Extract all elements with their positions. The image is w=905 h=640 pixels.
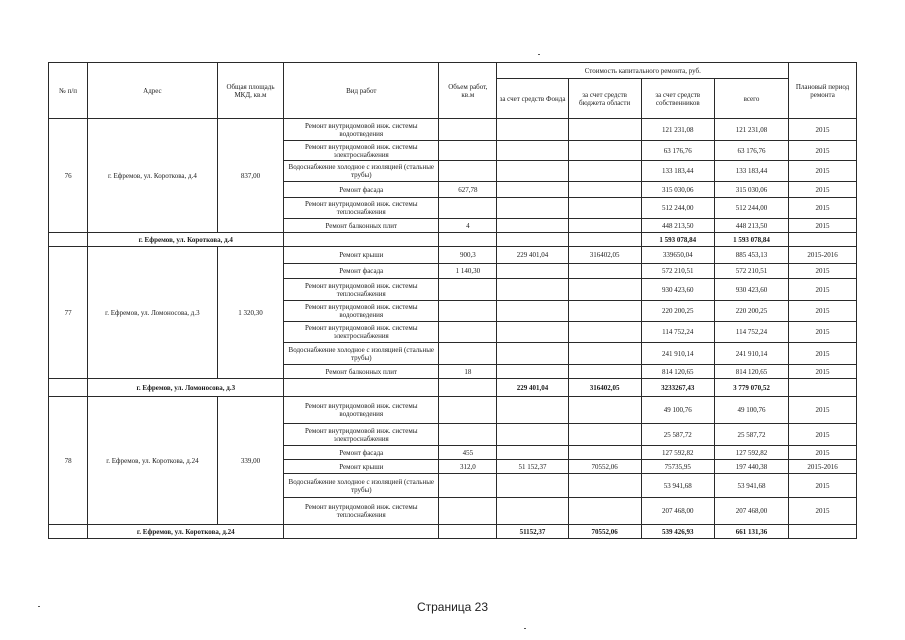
total-cell: 63 176,76 <box>714 141 788 161</box>
volume-cell <box>439 161 497 182</box>
subtotal-row <box>49 525 857 539</box>
subtotal-blank <box>284 379 439 397</box>
work-type-cell: Ремонт крыши <box>284 247 439 264</box>
fund-cell <box>497 446 568 460</box>
subtotal-fund: 51152,37 <box>497 525 568 539</box>
total-cell: 114 752,24 <box>714 322 788 343</box>
volume-cell <box>439 322 497 343</box>
subtotal-blank <box>49 233 88 247</box>
fund-cell <box>497 198 568 219</box>
work-type-cell: Ремонт фасада <box>284 182 439 198</box>
subtotal-blank <box>284 525 439 539</box>
owners-cell: 127 592,82 <box>641 446 714 460</box>
work-type-cell: Ремонт внутридомовой инж. системы водоотведения <box>284 397 439 424</box>
fund-cell <box>497 301 568 322</box>
scan-speck <box>524 628 526 629</box>
fund-cell <box>497 343 568 365</box>
owners-cell: 339650,04 <box>641 247 714 264</box>
work-type-cell: Ремонт внутридомовой инж. системы электроснабжения <box>284 322 439 343</box>
fund-cell <box>497 264 568 279</box>
subtotal-owners: 3233267,43 <box>641 379 714 397</box>
subtotal-region: 316402,05 <box>568 379 641 397</box>
header-fund: за счет средств Фонда <box>497 79 568 119</box>
subtotal-blank <box>789 525 857 539</box>
total-cell: 197 440,38 <box>714 460 788 474</box>
repair-schedule-table <box>48 62 857 539</box>
page-number: Страница 23 <box>416 600 489 614</box>
region-cell <box>568 322 641 343</box>
subtotal-region: 70552,06 <box>568 525 641 539</box>
total-cell: 127 592,82 <box>714 446 788 460</box>
region-cell <box>568 498 641 525</box>
subtotal-blank <box>284 233 439 247</box>
volume-cell <box>439 301 497 322</box>
header-area: Общая площадь МКД, кв.м <box>217 63 284 119</box>
row-number: 76 <box>49 119 88 233</box>
header-volume: Объем работ, кв.м <box>439 63 497 119</box>
fund-cell <box>497 279 568 301</box>
subtotal-blank <box>439 233 497 247</box>
period-cell: 2015 <box>789 446 857 460</box>
scan-speck <box>38 606 40 607</box>
period-cell: 2015 <box>789 301 857 322</box>
owners-cell: 448 213,50 <box>641 219 714 233</box>
fund-cell <box>497 141 568 161</box>
total-cell: 220 200,25 <box>714 301 788 322</box>
subtotal-blank <box>49 379 88 397</box>
total-cell: 53 941,68 <box>714 474 788 498</box>
period-cell: 2015 <box>789 322 857 343</box>
subtotal-address: г. Ефремов, ул. Короткова, д.24 <box>88 525 284 539</box>
scan-speck <box>538 54 540 55</box>
volume-cell: 900,3 <box>439 247 497 264</box>
total-cell: 207 468,00 <box>714 498 788 525</box>
total-cell: 930 423,60 <box>714 279 788 301</box>
total-cell: 448 213,50 <box>714 219 788 233</box>
work-type-cell: Ремонт крыши <box>284 460 439 474</box>
fund-cell <box>497 119 568 141</box>
volume-cell: 455 <box>439 446 497 460</box>
owners-cell: 114 752,24 <box>641 322 714 343</box>
row-area: 837,00 <box>217 119 284 233</box>
region-cell <box>568 279 641 301</box>
header-owners: за счет средств собственников <box>641 79 714 119</box>
work-type-cell: Водоснабжение холодное с изоляцией (стальные трубы) <box>284 161 439 182</box>
work-type-cell: Ремонт внутридомовой инж. системы теплоснабжения <box>284 198 439 219</box>
volume-cell: 18 <box>439 365 497 379</box>
volume-cell <box>439 279 497 301</box>
header-period: Плановый период ремонта <box>789 63 857 119</box>
subtotal-address: г. Ефремов, ул. Ломоносова, д.3 <box>88 379 284 397</box>
region-cell <box>568 343 641 365</box>
total-cell: 49 100,76 <box>714 397 788 424</box>
period-cell: 2015 <box>789 424 857 446</box>
volume-cell <box>439 397 497 424</box>
subtotal-total: 661 131,36 <box>714 525 788 539</box>
row-number: 77 <box>49 247 88 379</box>
region-cell: 316402,05 <box>568 247 641 264</box>
subtotal-blank <box>439 379 497 397</box>
owners-cell: 75735,95 <box>641 460 714 474</box>
region-cell <box>568 264 641 279</box>
fund-cell: 229 401,04 <box>497 247 568 264</box>
owners-cell: 512 244,00 <box>641 198 714 219</box>
subtotal-row <box>49 233 857 247</box>
work-type-cell: Ремонт балконных плит <box>284 219 439 233</box>
volume-cell <box>439 343 497 365</box>
header-total: всего <box>714 79 788 119</box>
subtotal-fund <box>497 233 568 247</box>
total-cell: 25 587,72 <box>714 424 788 446</box>
total-cell: 885 453,13 <box>714 247 788 264</box>
work-type-cell: Водоснабжение холодное с изоляцией (стальные трубы) <box>284 474 439 498</box>
volume-cell: 312,0 <box>439 460 497 474</box>
total-cell: 814 120,65 <box>714 365 788 379</box>
fund-cell <box>497 397 568 424</box>
owners-cell: 315 030,06 <box>641 182 714 198</box>
subtotal-blank <box>439 525 497 539</box>
owners-cell: 220 200,25 <box>641 301 714 322</box>
period-cell: 2015 <box>789 119 857 141</box>
owners-cell: 241 910,14 <box>641 343 714 365</box>
owners-cell: 133 183,44 <box>641 161 714 182</box>
subtotal-blank <box>789 233 857 247</box>
subtotal-fund: 229 401,04 <box>497 379 568 397</box>
table-body <box>49 119 857 539</box>
fund-cell <box>497 219 568 233</box>
volume-cell <box>439 119 497 141</box>
volume-cell <box>439 198 497 219</box>
total-cell: 512 244,00 <box>714 198 788 219</box>
period-cell: 2015 <box>789 198 857 219</box>
owners-cell: 49 100,76 <box>641 397 714 424</box>
header-num: № п/п <box>49 63 88 119</box>
region-cell <box>568 397 641 424</box>
period-cell: 2015 <box>789 141 857 161</box>
work-type-cell: Ремонт внутридомовой инж. системы электроснабжения <box>284 424 439 446</box>
work-type-cell: Ремонт внутридомовой инж. системы электроснабжения <box>284 141 439 161</box>
row-address: г. Ефремов, ул. Короткова, д.24 <box>88 397 217 525</box>
total-cell: 572 210,51 <box>714 264 788 279</box>
region-cell <box>568 119 641 141</box>
row-address: г. Ефремов, ул. Короткова, д.4 <box>88 119 217 233</box>
total-cell: 133 183,44 <box>714 161 788 182</box>
owners-cell: 930 423,60 <box>641 279 714 301</box>
row-area: 1 320,30 <box>217 247 284 379</box>
header-work-type: Вид работ <box>284 63 439 119</box>
owners-cell: 814 120,65 <box>641 365 714 379</box>
volume-cell <box>439 498 497 525</box>
subtotal-total: 3 779 070,52 <box>714 379 788 397</box>
period-cell: 2015 <box>789 474 857 498</box>
region-cell <box>568 424 641 446</box>
period-cell: 2015-2016 <box>789 247 857 264</box>
table-row <box>49 247 857 264</box>
fund-cell <box>497 424 568 446</box>
period-cell: 2015-2016 <box>789 460 857 474</box>
period-cell: 2015 <box>789 343 857 365</box>
work-type-cell: Ремонт внутридомовой инж. системы теплоснабжения <box>284 498 439 525</box>
work-type-cell: Ремонт фасада <box>284 264 439 279</box>
total-cell: 241 910,14 <box>714 343 788 365</box>
region-cell <box>568 161 641 182</box>
subtotal-owners: 1 593 078,84 <box>641 233 714 247</box>
owners-cell: 207 468,00 <box>641 498 714 525</box>
owners-cell: 25 587,72 <box>641 424 714 446</box>
period-cell: 2015 <box>789 365 857 379</box>
fund-cell <box>497 322 568 343</box>
row-area: 339,00 <box>217 397 284 525</box>
owners-cell: 53 941,68 <box>641 474 714 498</box>
subtotal-owners: 539 426,93 <box>641 525 714 539</box>
work-type-cell: Ремонт балконных плит <box>284 365 439 379</box>
fund-cell <box>497 161 568 182</box>
subtotal-blank <box>789 379 857 397</box>
volume-cell <box>439 141 497 161</box>
region-cell <box>568 219 641 233</box>
fund-cell <box>497 474 568 498</box>
period-cell: 2015 <box>789 264 857 279</box>
row-number: 78 <box>49 397 88 525</box>
volume-cell: 627,78 <box>439 182 497 198</box>
total-cell: 121 231,08 <box>714 119 788 141</box>
region-cell <box>568 141 641 161</box>
period-cell: 2015 <box>789 279 857 301</box>
volume-cell <box>439 424 497 446</box>
work-type-cell: Водоснабжение холодное с изоляцией (стальные трубы) <box>284 343 439 365</box>
owners-cell: 121 231,08 <box>641 119 714 141</box>
period-cell: 2015 <box>789 161 857 182</box>
period-cell: 2015 <box>789 219 857 233</box>
region-cell <box>568 301 641 322</box>
fund-cell <box>497 365 568 379</box>
row-address: г. Ефремов, ул. Ломоносова, д.3 <box>88 247 217 379</box>
volume-cell <box>439 474 497 498</box>
region-cell: 70552,06 <box>568 460 641 474</box>
total-cell: 315 030,06 <box>714 182 788 198</box>
work-type-cell: Ремонт фасада <box>284 446 439 460</box>
fund-cell <box>497 498 568 525</box>
header-cost-group: Стоимость капитального ремонта, руб. <box>497 63 789 79</box>
subtotal-blank <box>49 525 88 539</box>
subtotal-row <box>49 379 857 397</box>
owners-cell: 572 210,51 <box>641 264 714 279</box>
header-address: Адрес <box>88 63 217 119</box>
table-row <box>49 119 857 141</box>
region-cell <box>568 182 641 198</box>
work-type-cell: Ремонт внутридомовой инж. системы водоотведения <box>284 119 439 141</box>
owners-cell: 63 176,76 <box>641 141 714 161</box>
period-cell: 2015 <box>789 182 857 198</box>
fund-cell <box>497 182 568 198</box>
header-region: за счет средств бюджета области <box>568 79 641 119</box>
subtotal-address: г. Ефремов, ул. Короткова, д.4 <box>88 233 284 247</box>
period-cell: 2015 <box>789 397 857 424</box>
volume-cell: 1 140,30 <box>439 264 497 279</box>
work-type-cell: Ремонт внутридомовой инж. системы теплоснабжения <box>284 279 439 301</box>
region-cell <box>568 198 641 219</box>
work-type-cell: Ремонт внутридомовой инж. системы водоотведения <box>284 301 439 322</box>
subtotal-region <box>568 233 641 247</box>
fund-cell: 51 152,37 <box>497 460 568 474</box>
subtotal-total: 1 593 078,84 <box>714 233 788 247</box>
region-cell <box>568 365 641 379</box>
region-cell <box>568 446 641 460</box>
table-row <box>49 397 857 424</box>
period-cell: 2015 <box>789 498 857 525</box>
volume-cell: 4 <box>439 219 497 233</box>
region-cell <box>568 474 641 498</box>
